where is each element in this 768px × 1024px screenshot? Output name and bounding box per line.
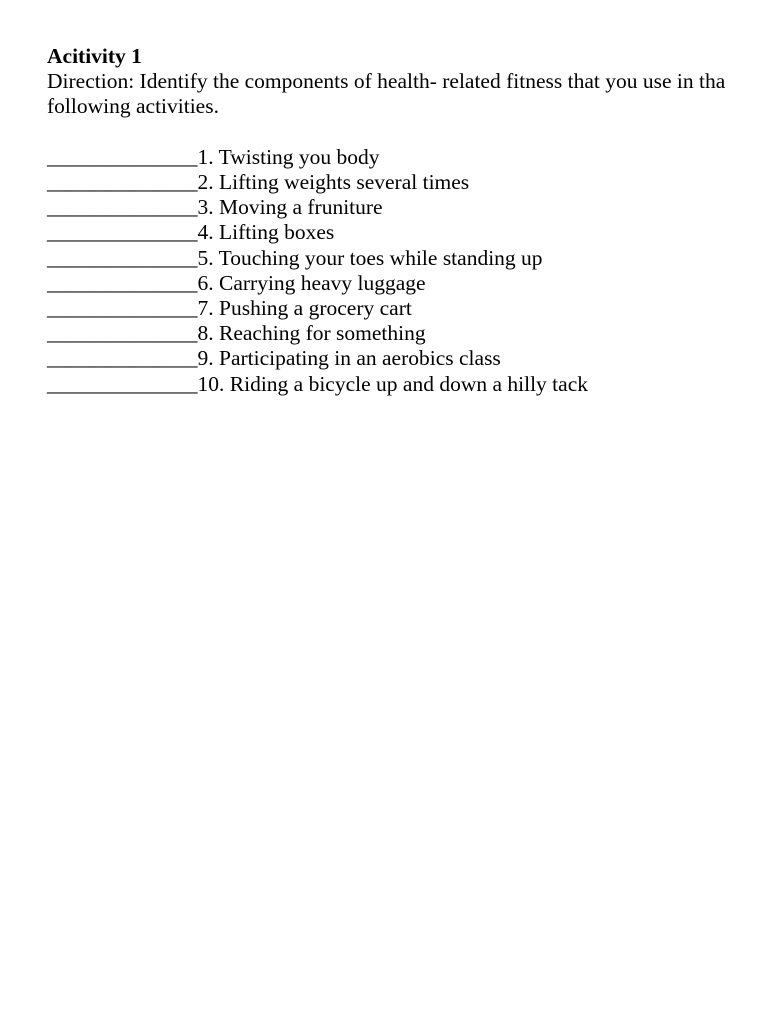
activity-item-1 xyxy=(47,145,737,170)
activity-item-2 xyxy=(47,170,737,195)
document-page xyxy=(47,44,737,397)
activity-item-10 xyxy=(47,372,737,397)
answer-blank: ______________ xyxy=(47,371,198,396)
answer-blank: ______________ xyxy=(47,321,198,346)
blank-line xyxy=(47,120,737,145)
activity-item-8 xyxy=(47,321,737,346)
activity-list xyxy=(47,145,737,397)
activity-item-3 xyxy=(47,195,737,220)
answer-blank: ______________ xyxy=(47,195,198,220)
answer-blank: ______________ xyxy=(47,144,198,169)
activity-text: 2. Lifting weights several times xyxy=(197,170,470,194)
activity-text: 5. Touching your toes while standing up xyxy=(197,245,543,270)
activity-item-6 xyxy=(47,271,737,296)
activity-item-4 xyxy=(47,220,737,245)
answer-blank: ______________ xyxy=(47,245,198,270)
answer-blank: ______________ xyxy=(47,220,198,245)
direction-text: Direction: Identify the components of health- related fitness that you use in tha following activities. xyxy=(47,69,726,119)
activity-item-9 xyxy=(47,346,737,371)
activity-text: 6. Carrying heavy luggage xyxy=(197,270,426,295)
answer-blank: ______________ xyxy=(47,346,198,371)
activity-text: 3. Moving a fruniture xyxy=(197,195,383,220)
answer-blank: ______________ xyxy=(47,296,198,321)
activity-text: 8. Reaching for something xyxy=(197,321,426,346)
activity-text: 10. Riding a bicycle up and down a hilly tack xyxy=(197,371,588,396)
answer-blank: ______________ xyxy=(47,270,198,295)
activity-text: 1. Twisting you body xyxy=(197,144,380,169)
answer-blank: ______________ xyxy=(47,170,198,194)
activity-item-7 xyxy=(47,296,737,321)
activity-text: 7. Pushing a grocery cart xyxy=(197,296,412,321)
activity-item-5 xyxy=(47,246,737,271)
activity-text: 4. Lifting boxes xyxy=(197,220,335,245)
activity-text: 9. Participating in an aerobics class xyxy=(197,346,501,371)
activity-title: Acitivity 1 xyxy=(47,44,142,68)
